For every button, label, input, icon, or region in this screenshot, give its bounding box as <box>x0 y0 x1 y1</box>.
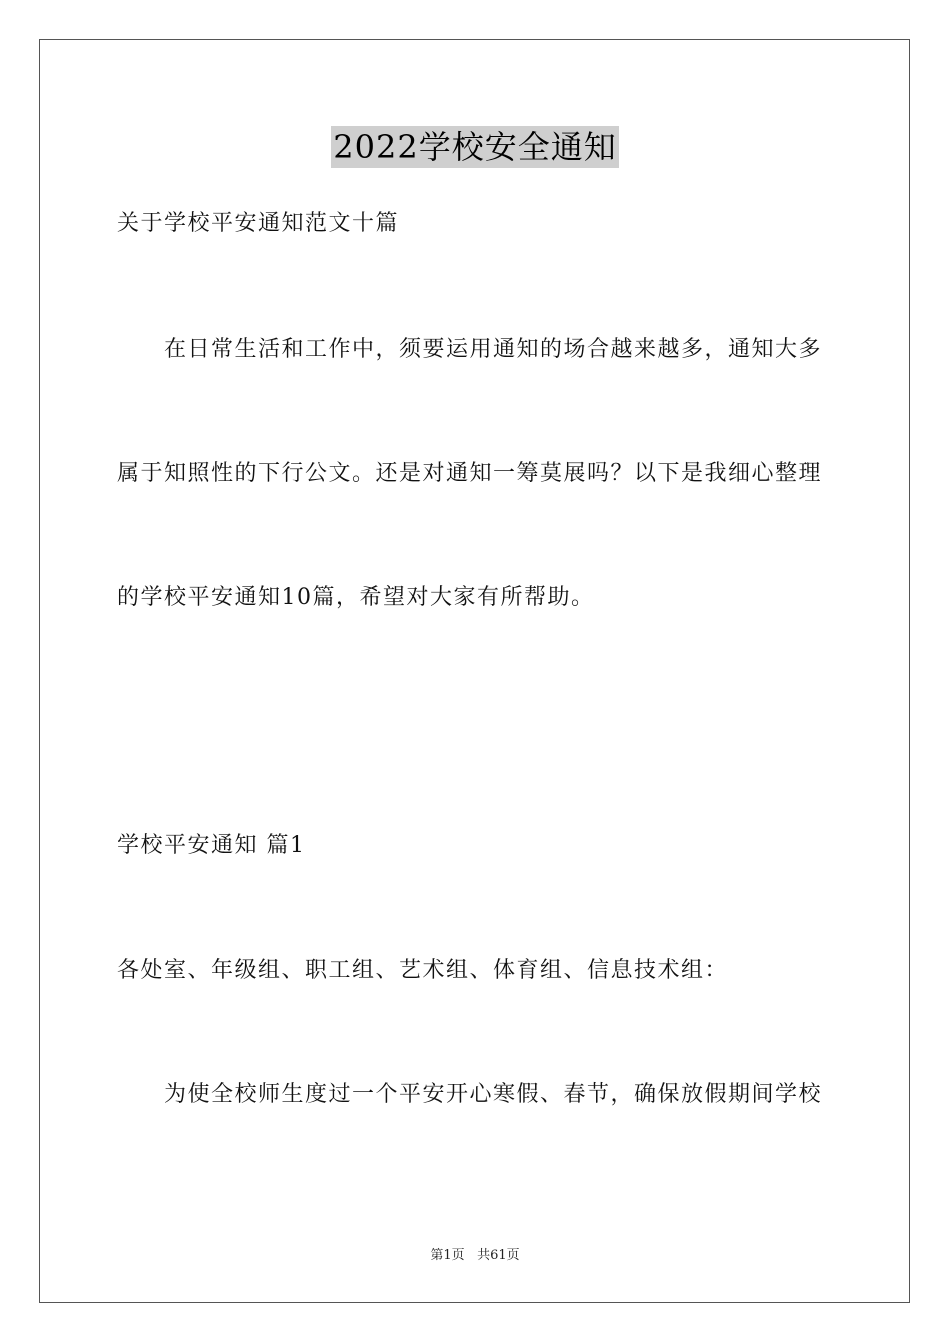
page-footer <box>0 1247 950 1265</box>
document-title: 2022学校安全通知 <box>333 128 617 166</box>
total-pages: 共61页 <box>477 1248 520 1263</box>
salutation-line: 各处室、年级组、职工组、艺术组、体育组、信息技术组： <box>117 958 729 983</box>
intro-line-2: 属于知照性的下行公文。还是对通知一筹莫展吗？以下是我细心整理 <box>117 461 823 486</box>
title-container <box>0 126 950 168</box>
intro-line-3: 的学校平安通知10篇，希望对大家有所帮助。 <box>117 585 595 610</box>
intro-line-1: 在日常生活和工作中，须要运用通知的场合越来越多，通知大多 <box>164 337 823 362</box>
section-heading: 学校平安通知 篇1 <box>117 833 306 858</box>
document-subtitle: 关于学校平安通知范文十篇 <box>117 211 400 236</box>
page-number: 第1页 <box>430 1248 465 1263</box>
body-line-1: 为使全校师生度过一个平安开心寒假、春节，确保放假期间学校 <box>164 1082 823 1107</box>
